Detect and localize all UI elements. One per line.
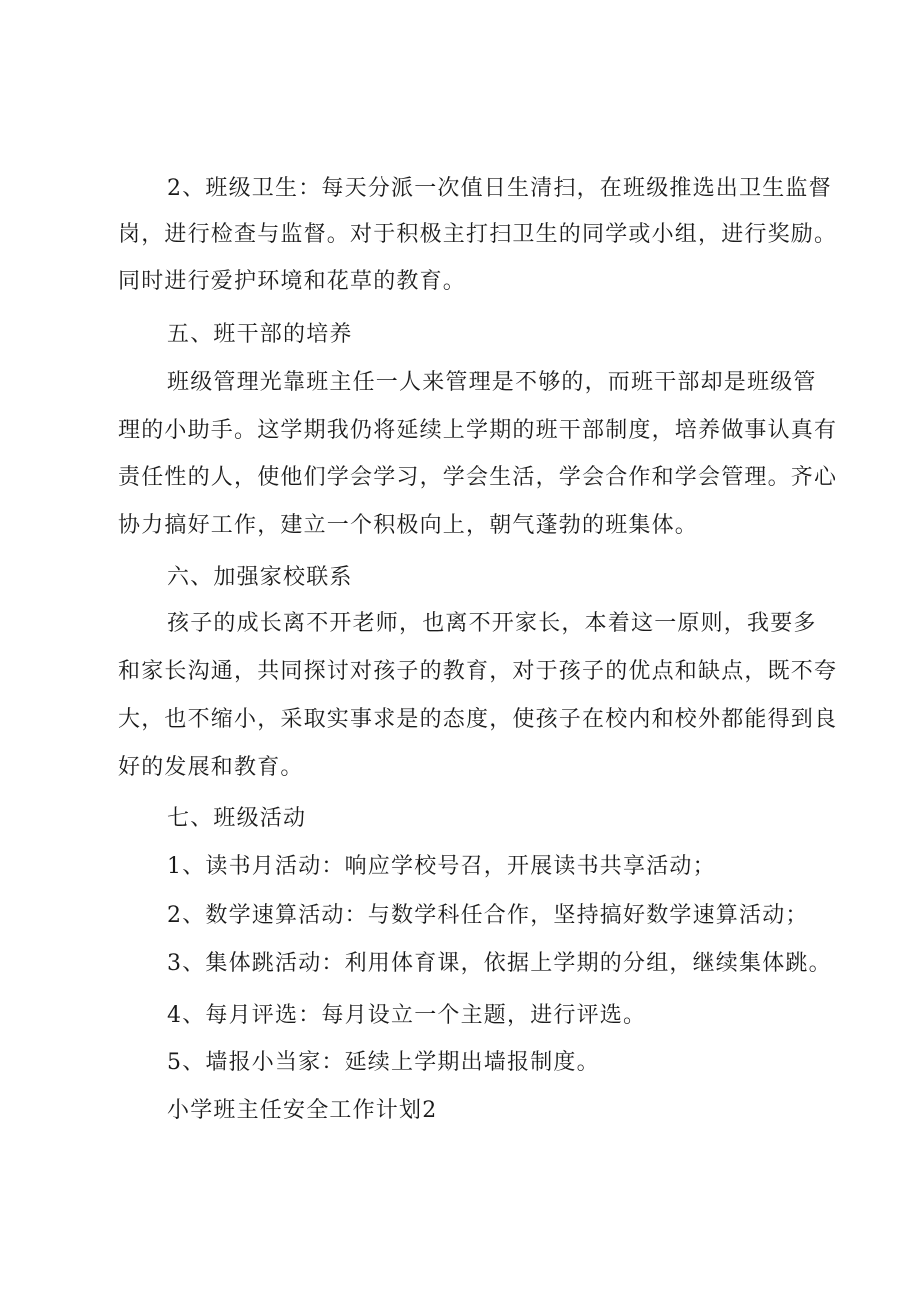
paragraph-line: 理的小助手。这学期我仍将延续上学期的班干部制度，培养做事认真有 bbox=[118, 418, 838, 443]
document-title: 小学班主任安全工作计划2 bbox=[167, 1098, 438, 1123]
paragraph-line: 和家长沟通，共同探讨对孩子的教育，对于孩子的优点和缺点，既不夸 bbox=[118, 659, 838, 684]
paragraph-line: 责任性的人，使他们学会学习，学会生活，学会合作和学会管理。齐心 bbox=[118, 465, 838, 490]
section-heading: 七、班级活动 bbox=[167, 806, 307, 831]
paragraph-line: 同时进行爱护环境和花草的教育。 bbox=[118, 269, 467, 294]
paragraph-line: 班级管理光靠班主任一人来管理是不够的，而班干部却是班级管 bbox=[167, 370, 817, 395]
section-heading: 六、加强家校联系 bbox=[167, 565, 353, 590]
list-item: 4、每月评选：每月设立一个主题，进行评选。 bbox=[167, 1003, 647, 1028]
paragraph-line: 大，也不缩小，采取实事求是的态度，使孩子在校内和校外都能得到良 bbox=[118, 707, 838, 732]
paragraph-line: 协力搞好工作，建立一个积极向上，朝气蓬勃的班集体。 bbox=[118, 513, 699, 538]
paragraph-line: 岗，进行检查与监督。对于积极主打扫卫生的同学或小组，进行奖励。 bbox=[118, 222, 838, 247]
paragraph-line: 好的发展和教育。 bbox=[118, 755, 304, 780]
list-item: 2、数学速算活动：与数学科任合作，坚持搞好数学速算活动； bbox=[167, 903, 809, 928]
list-item: 3、集体跳活动：利用体育课，依据上学期的分组，继续集体跳。 bbox=[167, 951, 832, 976]
list-item: 5、墙报小当家：延续上学期出墙报制度。 bbox=[167, 1050, 600, 1075]
paragraph-line: 孩子的成长离不开老师，也离不开家长，本着这一原则，我要多 bbox=[167, 611, 817, 636]
paragraph-line: 2、班级卫生：每天分派一次值日生清扫，在班级推选出卫生监督 bbox=[167, 176, 832, 201]
section-heading: 五、班干部的培养 bbox=[167, 322, 353, 347]
list-item: 1、读书月活动：响应学校号召，开展读书共享活动； bbox=[167, 854, 716, 879]
